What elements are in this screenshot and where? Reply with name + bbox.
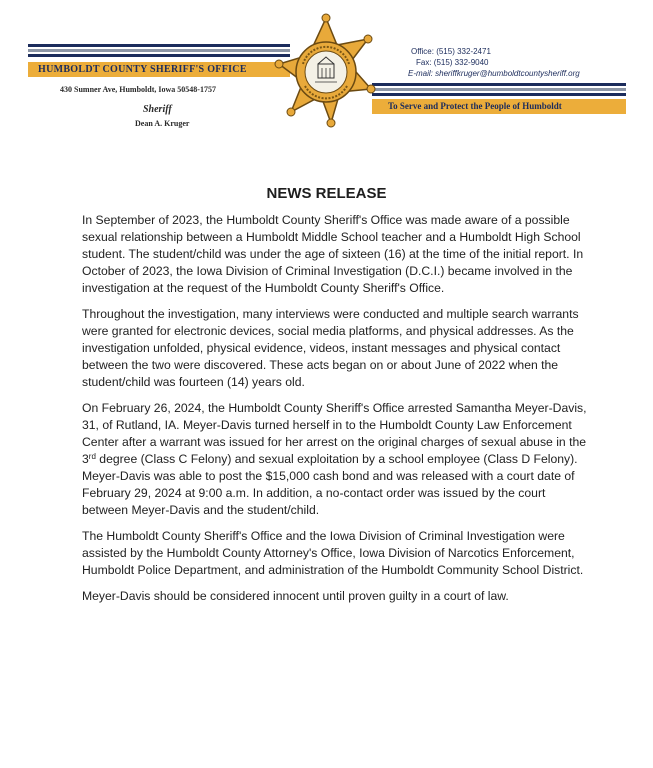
letterhead-stripe — [372, 88, 626, 91]
letterhead-stripe — [28, 54, 290, 57]
fax-number: Fax: (515) 332-9040 — [416, 58, 489, 67]
release-body — [82, 212, 594, 614]
office-name: HUMBOLDT COUNTY SHERIFF'S OFFICE — [38, 64, 247, 75]
letterhead — [0, 0, 653, 140]
body-paragraph: Throughout the investigation, many interviews were conducted and multiple search warrants were granted for electronic devices, social media platforms, and physical addresses. As the investigation unfolded, physical evidence, videos, instant messages and physical contact between the two were discovered. These acts began on or about June of 2022 when the student/child was fourteen (14) years old. — [82, 307, 579, 389]
letterhead-stripe — [28, 49, 290, 52]
office-motto: To Serve and Protect the People of Humboldt — [388, 101, 562, 111]
news-release-title: NEWS RELEASE — [266, 185, 387, 202]
body-paragraph: Meyer-Davis should be considered innocent until proven guilty in a court of law. — [82, 589, 509, 603]
paragraph-text: On February 26, 2024, the Humboldt County Sheriff's Office arrested Samantha Meyer-Davis, 31, of Rutland, IA. Meyer-Davis turned herself in to the Humboldt County Law Enforcement Center after a warrant was issued for her arrest on the original charges of sexual abuse in the 3 — [82, 401, 587, 466]
body-paragraph: In September of 2023, the Humboldt County Sheriff's Office was made aware of a possible sexual relationship between a Humboldt Middle School teacher and a Humboldt High School student. The student/child was under the age of sixteen (16) at the time of the initial report. In October of 2023, the Iowa Division of Criminal Investigation (D.C.I.) became involved in the investigation at the request of the Humboldt County Sheriff's Office. — [82, 213, 584, 295]
email-address: E-mail: sheriffkruger@humboldtcountysheriff.org — [408, 69, 580, 78]
office-phone: Office: (515) 332-2471 — [411, 47, 491, 56]
letterhead-stripe — [372, 83, 626, 86]
sheriff-name: Dean A. Kruger — [135, 119, 190, 128]
office-address: 430 Sumner Ave, Humboldt, Iowa 50548-1757 — [60, 85, 216, 94]
letterhead-stripe — [372, 93, 626, 96]
body-paragraph: The Humboldt County Sheriff's Office and the Iowa Division of Criminal Investigation were assisted by the Humboldt County Attorney's Office, Iowa Division of Narcotics Enforcement, Humboldt Police Department, and administration of the Humboldt Community School District. — [82, 529, 584, 577]
ordinal-superscript: rd — [88, 452, 96, 461]
contact-info — [408, 46, 638, 79]
body-paragraph — [82, 400, 594, 519]
letterhead-stripe — [28, 44, 290, 47]
paragraph-text: degree (Class C Felony) and sexual exploitation by a school employee (Class D Felony). Meyer-Davis was able to post the $15,000 cash bond and was released with a court date of February 29, 2024 at 9:00 a.m. In addition, a no-contact order was issued by the court between Meyer-Davis and the student/child. — [82, 452, 578, 517]
sheriff-star-badge-icon — [271, 12, 381, 132]
sheriff-title: Sheriff — [143, 104, 172, 115]
